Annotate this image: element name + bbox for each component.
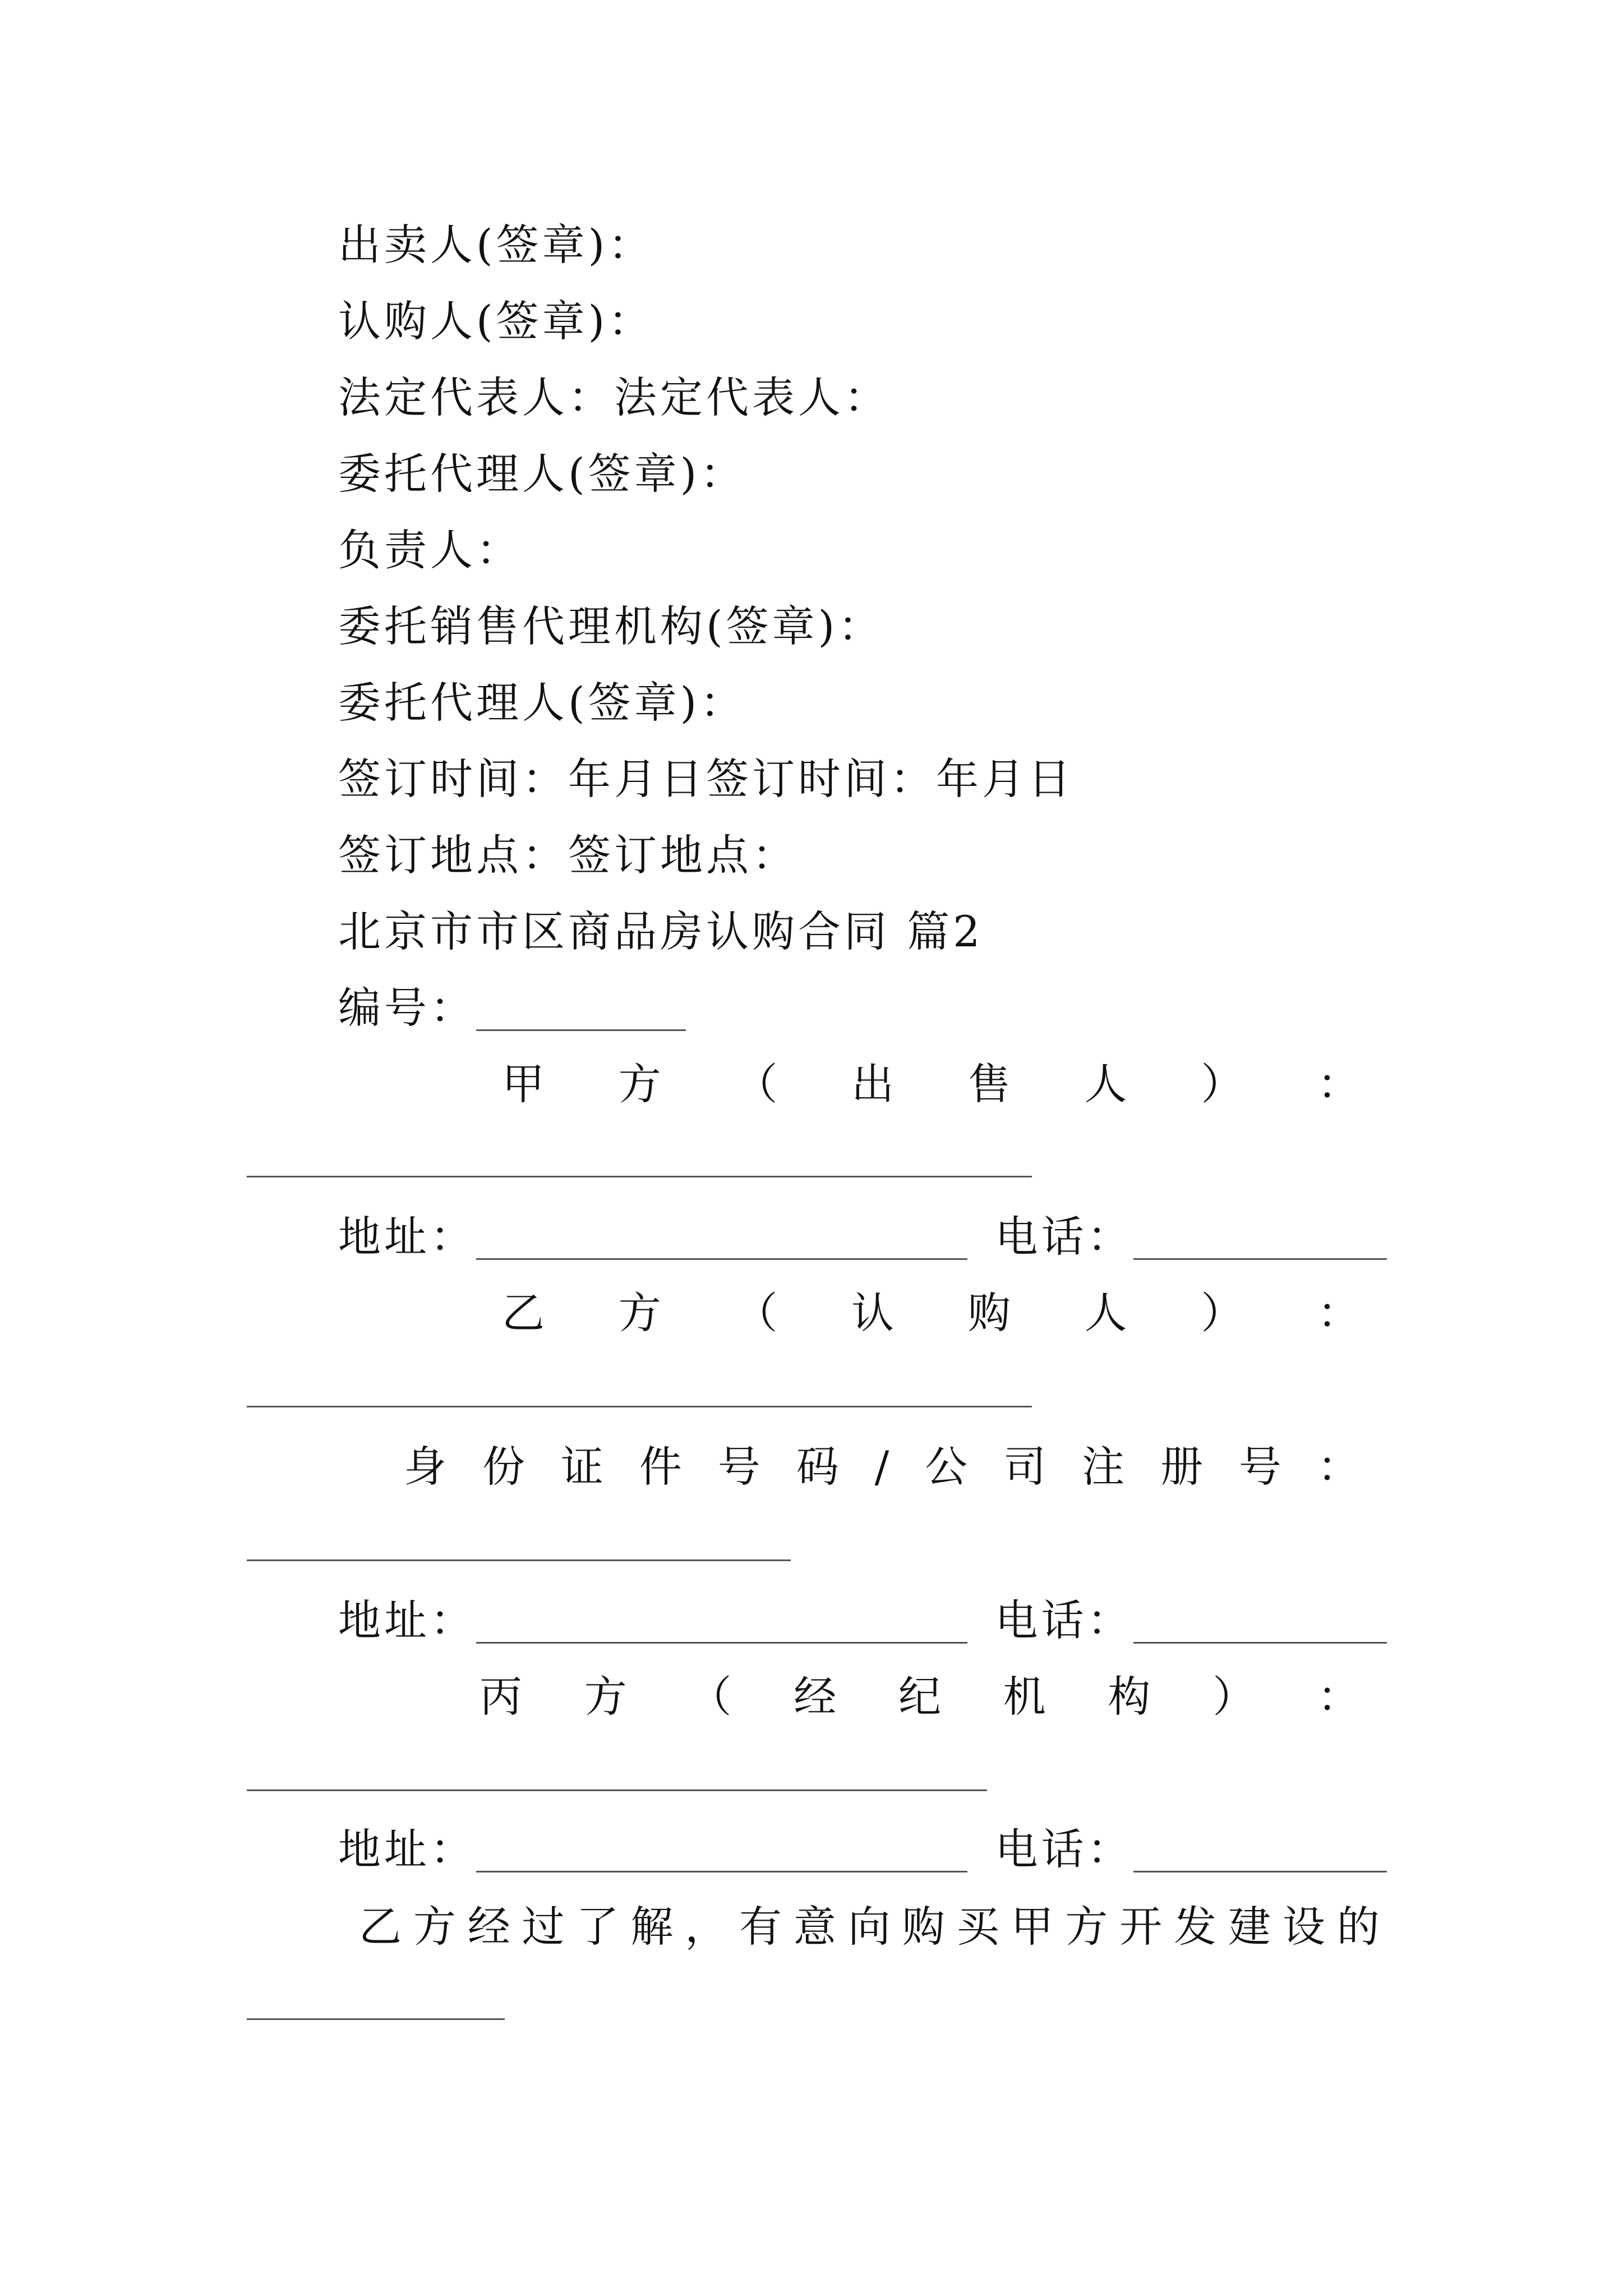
responsible-person-line: 负责人： <box>338 525 522 575</box>
spaced-char: 方 <box>413 1902 456 1952</box>
contract-number-row <box>338 977 686 1039</box>
spaced-char: 设 <box>1282 1902 1325 1952</box>
spaced-char: 纪 <box>898 1672 941 1722</box>
spaced-char: 人 <box>1084 1059 1127 1109</box>
spaced-char: ： <box>1317 1059 1360 1109</box>
phone-label: 电话： <box>995 1595 1133 1645</box>
spaced-char: 人 <box>1084 1288 1127 1338</box>
spaced-char: 身 <box>404 1442 446 1492</box>
spaced-char: （ <box>689 1672 732 1722</box>
party-a-phone-blank[interactable] <box>1133 1219 1387 1260</box>
spaced-char: 司 <box>1003 1442 1046 1492</box>
spaced-char: 向 <box>847 1902 891 1952</box>
spaced-char: 注 <box>1082 1442 1125 1492</box>
id-number-blank[interactable] <box>247 1559 791 1561</box>
spaced-char: 乙 <box>359 1902 402 1952</box>
spaced-char: 方 <box>618 1288 661 1338</box>
spaced-char: 乙 <box>502 1288 545 1338</box>
spaced-char: ： <box>1317 1288 1360 1338</box>
spaced-char: 证 <box>560 1442 603 1492</box>
party-b-name-blank[interactable] <box>247 1406 1032 1407</box>
party-b-address-blank[interactable] <box>476 1603 967 1644</box>
spaced-char: 开 <box>1119 1902 1163 1952</box>
address-label: 地址： <box>338 1595 476 1645</box>
spaced-char: 买 <box>956 1902 999 1952</box>
signing-place-line: 签订地点：签订地点： <box>338 830 798 880</box>
agent-signature-line-2: 委托代理人(签章)： <box>338 678 746 728</box>
party-a-contact-row <box>338 1206 1387 1268</box>
spaced-char: 号 <box>717 1442 760 1492</box>
party-c-name-blank[interactable] <box>247 1789 987 1791</box>
spaced-char: 方 <box>1065 1902 1108 1952</box>
party-a-address-blank[interactable] <box>476 1219 967 1260</box>
spaced-char: 有 <box>739 1902 782 1952</box>
spaced-char: ， <box>685 1902 728 1952</box>
spaced-char: / <box>874 1442 889 1492</box>
spaced-char: 解 <box>630 1902 674 1952</box>
spaced-char: 甲 <box>1011 1902 1054 1952</box>
party-c-address-blank[interactable] <box>476 1832 967 1872</box>
seller-signature-line: 出卖人(签章)： <box>338 220 654 270</box>
project-name-blank[interactable] <box>247 2018 505 2020</box>
party-b-phone-blank[interactable] <box>1133 1603 1387 1644</box>
spaced-char: （ <box>735 1059 778 1109</box>
contract-number-label: 编号： <box>338 983 476 1033</box>
buyer-signature-line: 认购人(签章)： <box>338 296 654 346</box>
spaced-char: 建 <box>1228 1902 1271 1952</box>
address-label: 地址： <box>338 1824 476 1874</box>
contract-number-blank[interactable] <box>476 990 686 1031</box>
spaced-char: ： <box>1317 1672 1360 1722</box>
sales-agency-signature-line: 委托销售代理机构(签章)： <box>338 601 884 651</box>
spaced-char: 码 <box>796 1442 839 1492</box>
spaced-char: ） <box>1201 1288 1244 1338</box>
spaced-char: 方 <box>618 1059 661 1109</box>
spaced-char: 机 <box>1003 1672 1046 1722</box>
spaced-char: 甲 <box>502 1059 545 1109</box>
spaced-char: 号 <box>1238 1442 1281 1492</box>
spaced-char: 件 <box>639 1442 682 1492</box>
party-b-heading <box>502 1282 1360 1344</box>
party-c-heading <box>479 1666 1360 1728</box>
intent-paragraph <box>359 1896 1380 1958</box>
spaced-char: 过 <box>522 1902 565 1952</box>
section-title: 北京市市区商品房认购合同 篇2 <box>338 907 984 956</box>
spaced-char: 册 <box>1160 1442 1203 1492</box>
spaced-char: 份 <box>482 1442 525 1492</box>
spaced-char: 售 <box>967 1059 1011 1109</box>
spaced-char: 构 <box>1108 1672 1151 1722</box>
spaced-char: ） <box>1212 1672 1256 1722</box>
spaced-char: 方 <box>584 1672 627 1722</box>
spaced-char: 的 <box>1336 1902 1380 1952</box>
id-number-heading <box>404 1436 1360 1498</box>
spaced-char: 意 <box>794 1902 836 1952</box>
spaced-char: 购 <box>967 1288 1011 1338</box>
spaced-char: ： <box>1317 1442 1360 1492</box>
party-a-name-blank[interactable] <box>247 1176 1032 1177</box>
signing-date-line: 签订时间：年月日签订时间：年月日 <box>338 754 1074 804</box>
spaced-char: 经 <box>794 1672 837 1722</box>
phone-label: 电话： <box>995 1824 1133 1874</box>
spaced-char: ） <box>1201 1059 1244 1109</box>
party-a-heading <box>502 1053 1360 1115</box>
spaced-char: 出 <box>851 1059 895 1109</box>
party-b-contact-row <box>338 1590 1387 1651</box>
spaced-char: 经 <box>467 1902 510 1952</box>
spaced-char: 丙 <box>479 1672 522 1722</box>
spaced-char: 购 <box>902 1902 945 1952</box>
spaced-char: 了 <box>576 1902 619 1952</box>
party-c-contact-row <box>338 1819 1387 1880</box>
legal-rep-line: 法定代表人：法定代表人： <box>338 372 890 422</box>
party-c-phone-blank[interactable] <box>1133 1832 1387 1872</box>
address-label: 地址： <box>338 1212 476 1262</box>
spaced-char: 认 <box>851 1288 895 1338</box>
phone-label: 电话： <box>995 1212 1133 1262</box>
spaced-char: 公 <box>925 1442 968 1492</box>
spaced-char: （ <box>735 1288 778 1338</box>
agent-signature-line: 委托代理人(签章)： <box>338 449 746 499</box>
spaced-char: 发 <box>1174 1902 1217 1952</box>
